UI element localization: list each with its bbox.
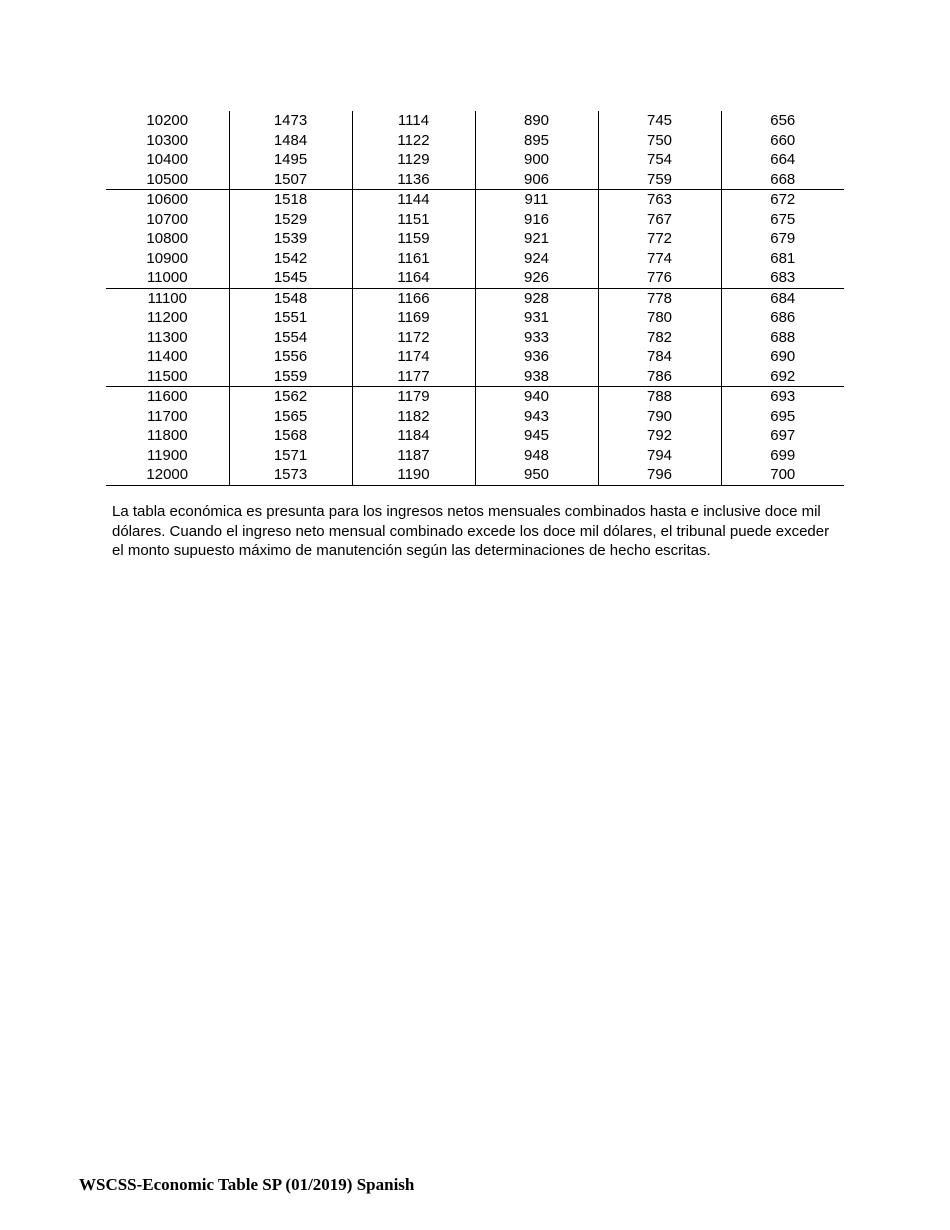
amount-cell: 1518 bbox=[229, 190, 352, 210]
amount-cell: 1184 bbox=[352, 426, 475, 446]
amount-cell: 1187 bbox=[352, 446, 475, 466]
amount-cell: 1548 bbox=[229, 288, 352, 308]
amount-cell: 750 bbox=[598, 131, 721, 151]
amount-cell: 1166 bbox=[352, 288, 475, 308]
amount-cell: 759 bbox=[598, 170, 721, 190]
income-cell: 10900 bbox=[146, 249, 189, 267]
amount-cell: 688 bbox=[721, 328, 844, 348]
amount-cell: 1473 bbox=[229, 111, 352, 131]
amount-cell: 1136 bbox=[352, 170, 475, 190]
table-row bbox=[106, 426, 844, 446]
income-cell: 11100 bbox=[147, 289, 187, 307]
amount-cell: 788 bbox=[598, 387, 721, 407]
amount-cell: 745 bbox=[598, 111, 721, 131]
amount-cell: 924 bbox=[475, 249, 598, 269]
income-cell: 11700 bbox=[146, 407, 188, 425]
table-row bbox=[106, 347, 844, 367]
amount-cell: 763 bbox=[598, 190, 721, 210]
amount-cell: 1182 bbox=[352, 407, 475, 427]
income-cell: 11000 bbox=[106, 268, 229, 288]
amount-cell: 895 bbox=[475, 131, 598, 151]
economic-table bbox=[106, 111, 844, 486]
amount-cell: 900 bbox=[475, 150, 598, 170]
amount-cell: 933 bbox=[475, 328, 598, 348]
amount-cell: 683 bbox=[721, 268, 844, 288]
amount-cell: 754 bbox=[598, 150, 721, 170]
amount-cell: 1164 bbox=[352, 268, 475, 288]
amount-cell: 1556 bbox=[229, 347, 352, 367]
table-row bbox=[106, 288, 844, 308]
amount-cell: 1539 bbox=[229, 229, 352, 249]
amount-cell: 1554 bbox=[229, 328, 352, 348]
amount-cell: 782 bbox=[598, 328, 721, 348]
amount-cell: 1144 bbox=[352, 190, 475, 210]
amount-cell: 700 bbox=[721, 465, 844, 485]
table-row bbox=[106, 111, 844, 131]
amount-cell: 1562 bbox=[229, 387, 352, 407]
income-cell: 11800 bbox=[146, 427, 188, 444]
table-row bbox=[106, 229, 844, 249]
income-cell: 10200 bbox=[146, 112, 189, 129]
amount-cell: 656 bbox=[721, 111, 844, 131]
income-cell: 10700 bbox=[146, 210, 189, 228]
income-cell: 10800 bbox=[146, 230, 189, 247]
amount-cell: 1571 bbox=[229, 446, 352, 466]
amount-cell: 1507 bbox=[229, 170, 352, 190]
amount-cell: 1114 bbox=[352, 111, 475, 131]
amount-cell: 1169 bbox=[352, 308, 475, 328]
income-cell: 10500 bbox=[106, 170, 229, 190]
income-cell: 11900 bbox=[146, 446, 188, 464]
amount-cell: 774 bbox=[598, 249, 721, 269]
table-row bbox=[106, 367, 844, 387]
amount-cell: 940 bbox=[475, 387, 598, 407]
amount-cell: 926 bbox=[475, 268, 598, 288]
amount-cell: 911 bbox=[475, 190, 598, 210]
income-cell: 11300 bbox=[146, 328, 188, 346]
income-cell: 11500 bbox=[106, 367, 229, 387]
amount-cell: 938 bbox=[475, 367, 598, 387]
amount-cell: 945 bbox=[475, 426, 598, 446]
amount-cell: 767 bbox=[598, 210, 721, 230]
amount-cell: 928 bbox=[475, 288, 598, 308]
table-row bbox=[106, 308, 844, 328]
amount-cell: 772 bbox=[598, 229, 721, 249]
amount-cell: 780 bbox=[598, 308, 721, 328]
amount-cell: 776 bbox=[598, 268, 721, 288]
amount-cell: 786 bbox=[598, 367, 721, 387]
amount-cell: 784 bbox=[598, 347, 721, 367]
amount-cell: 1159 bbox=[352, 229, 475, 249]
table-row bbox=[106, 328, 844, 348]
table-row bbox=[106, 268, 844, 288]
amount-cell: 936 bbox=[475, 347, 598, 367]
amount-cell: 693 bbox=[721, 387, 844, 407]
table-note: La tabla económica es presunta para los ingresos netos mensuales combinados hasta e inclusive doce mil dólares. Cuando el ingreso neto mensual combinado excede los doce mil dólares, el tribunal puede exceder el monto supuesto máximo de manutención según las determinaciones de hecho escritas. bbox=[112, 503, 830, 559]
amount-cell: 699 bbox=[721, 446, 844, 466]
income-cell: 10300 bbox=[146, 131, 189, 149]
amount-cell: 943 bbox=[475, 407, 598, 427]
amount-cell: 1161 bbox=[352, 249, 475, 269]
amount-cell: 660 bbox=[721, 131, 844, 151]
amount-cell: 695 bbox=[721, 407, 844, 427]
amount-cell: 1559 bbox=[229, 367, 352, 387]
amount-cell: 778 bbox=[598, 288, 721, 308]
amount-cell: 1568 bbox=[229, 426, 352, 446]
table-row bbox=[106, 446, 844, 466]
amount-cell: 794 bbox=[598, 446, 721, 466]
income-cell: 11400 bbox=[146, 348, 188, 365]
amount-cell: 690 bbox=[721, 347, 844, 367]
amount-cell: 1177 bbox=[352, 367, 475, 387]
amount-cell: 916 bbox=[475, 210, 598, 230]
income-cell: 10600 bbox=[146, 191, 189, 208]
table-row bbox=[106, 190, 844, 210]
amount-cell: 1551 bbox=[229, 308, 352, 328]
amount-cell: 684 bbox=[721, 288, 844, 308]
amount-cell: 790 bbox=[598, 407, 721, 427]
table-row bbox=[106, 150, 844, 170]
table-row bbox=[106, 131, 844, 151]
amount-cell: 890 bbox=[475, 111, 598, 131]
amount-cell: 1122 bbox=[352, 131, 475, 151]
income-cell: 12000 bbox=[106, 465, 229, 485]
amount-cell: 1573 bbox=[229, 465, 352, 485]
table-row bbox=[106, 407, 844, 427]
amount-cell: 692 bbox=[721, 367, 844, 387]
table-row bbox=[106, 249, 844, 269]
amount-cell: 1174 bbox=[352, 347, 475, 367]
amount-cell: 931 bbox=[475, 308, 598, 328]
amount-cell: 1565 bbox=[229, 407, 352, 427]
amount-cell: 1179 bbox=[352, 387, 475, 407]
amount-cell: 1542 bbox=[229, 249, 352, 269]
table-row bbox=[106, 210, 844, 230]
amount-cell: 921 bbox=[475, 229, 598, 249]
income-cell: 11200 bbox=[146, 309, 188, 326]
table-row bbox=[106, 387, 844, 407]
amount-cell: 679 bbox=[721, 229, 844, 249]
amount-cell: 950 bbox=[475, 465, 598, 485]
amount-cell: 664 bbox=[721, 150, 844, 170]
amount-cell: 697 bbox=[721, 426, 844, 446]
table-row bbox=[106, 465, 844, 485]
amount-cell: 796 bbox=[598, 465, 721, 485]
amount-cell: 686 bbox=[721, 308, 844, 328]
amount-cell: 1129 bbox=[352, 150, 475, 170]
table-row bbox=[106, 170, 844, 190]
amount-cell: 948 bbox=[475, 446, 598, 466]
amount-cell: 681 bbox=[721, 249, 844, 269]
amount-cell: 1529 bbox=[229, 210, 352, 230]
economic-table-body bbox=[106, 111, 844, 485]
amount-cell: 675 bbox=[721, 210, 844, 230]
amount-cell: 906 bbox=[475, 170, 598, 190]
amount-cell: 1545 bbox=[229, 268, 352, 288]
amount-cell: 668 bbox=[721, 170, 844, 190]
amount-cell: 792 bbox=[598, 426, 721, 446]
amount-cell: 672 bbox=[721, 190, 844, 210]
amount-cell: 1495 bbox=[229, 150, 352, 170]
amount-cell: 1172 bbox=[352, 328, 475, 348]
amount-cell: 1484 bbox=[229, 131, 352, 151]
income-cell: 11600 bbox=[146, 388, 188, 405]
income-cell: 10400 bbox=[146, 151, 189, 168]
amount-cell: 1190 bbox=[352, 465, 475, 485]
amount-cell: 1151 bbox=[352, 210, 475, 230]
form-footer: WSCSS-Economic Table SP (01/2019) Spanish bbox=[79, 1175, 415, 1194]
